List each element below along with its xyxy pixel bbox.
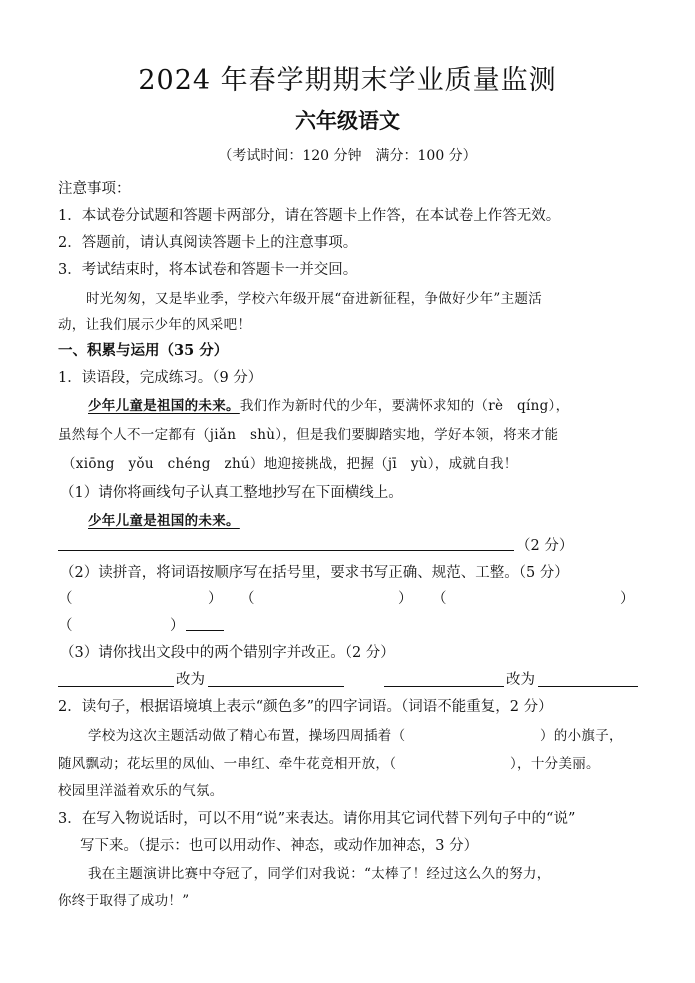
intro-line-1: 时光匆匆，又是毕业季，学校六年级开展“奋进新征程，争做好少年”主题活 bbox=[86, 291, 543, 307]
q3-prompt-line-1: 3．在写入物说话时，可以不用“说”来表达。请你用其它词代替下列句子中的“说” bbox=[58, 811, 576, 827]
q1-sub3-prompt: （3）请你找出文段中的两个错别字并改正。（2 分） bbox=[60, 645, 395, 661]
q1-sub1-score: （2 分） bbox=[516, 538, 574, 554]
q1-underlined-sentence: 少年儿童是祖国的未来。 bbox=[88, 398, 240, 414]
q1-passage-line-2: 虽然每个人不一定都有（jiǎn shù），但是我们要脚踏实地，学好本领，将来才能 bbox=[58, 427, 559, 443]
answer-paren-close-3: ） bbox=[620, 591, 635, 607]
typo-wrong-blank-2[interactable] bbox=[384, 686, 504, 687]
change-to-label-2: 改为 bbox=[506, 672, 535, 688]
exam-info: （考试时间：120 分钟 满分：100 分） bbox=[218, 148, 477, 164]
answer-paren-open-1: （ bbox=[58, 591, 73, 607]
exam-title: 2024 年春学期期末学业质量监测 bbox=[138, 65, 557, 96]
q1-sub1-model-sentence: 少年儿童是祖国的未来。 bbox=[88, 513, 240, 529]
q3-prompt-line-2: 写下来。（提示：也可以用动作、神态，或动作加神态，3 分） bbox=[80, 838, 479, 854]
q2-prompt: 2．读句子，根据语境填上表示“颜色多”的四字词语。（词语不能重复，2 分） bbox=[58, 699, 553, 715]
section-1-heading: 一、积累与运用（35 分） bbox=[58, 342, 229, 359]
intro-line-2: 动，让我们展示少年的风采吧！ bbox=[58, 317, 252, 333]
q1-sub2-prompt: （2）读拼音，将词语按顺序写在括号里，要求书写正确、规范、工整。（5 分） bbox=[60, 565, 569, 581]
answer-paren-close-1: ） bbox=[208, 591, 223, 607]
q2-line-2b: ），十分美丽。 bbox=[510, 756, 600, 772]
note-item-1: 1．本试卷分试题和答题卡两部分，请在答题卡上作答，在本试卷上作答无效。 bbox=[58, 208, 561, 224]
q1-sub1-prompt: （1）请你将画线句子认真工整地抄写在下面横线上。 bbox=[60, 485, 403, 501]
q1-passage-line-3: （xiōng yǒu chéng zhú）地迎接挑战，把握（jī yù），成就自我！ bbox=[62, 456, 518, 472]
note-item-2: 2．答题前，请认真阅读答题卡上的注意事项。 bbox=[58, 235, 358, 251]
change-to-label-1: 改为 bbox=[176, 672, 205, 688]
q2-line-3: 校园里洋溢着欢乐的气氛。 bbox=[58, 783, 224, 799]
exam-subtitle: 六年级语文 bbox=[295, 108, 400, 133]
typo-correct-blank-2[interactable] bbox=[538, 686, 638, 687]
q1-prompt: 1．读语段，完成练习。（9 分） bbox=[58, 370, 263, 386]
answer-paren-close-4: ） bbox=[170, 618, 185, 634]
q1-sub1-answer-line[interactable] bbox=[58, 550, 514, 551]
typo-correct-blank-1[interactable] bbox=[208, 686, 344, 687]
typo-wrong-blank-1[interactable] bbox=[58, 686, 174, 687]
q3-passage-line-1: 我在主题演讲比赛中夺冠了，同学们对我说：“太棒了！经过这么久的努力， bbox=[88, 866, 551, 882]
q1-passage-line-1 bbox=[88, 394, 569, 414]
answer-paren-close-2: ） bbox=[398, 591, 413, 607]
note-item-3: 3．考试结束时，将本试卷和答题卡一并交回。 bbox=[58, 262, 358, 278]
q2-line-1a: 学校为这次主题活动做了精心布置，操场四周插着（ bbox=[88, 728, 406, 744]
q2-line-2a: 随风飘动；花坛里的凤仙、一串红、牵牛花竞相开放，（ bbox=[58, 756, 397, 772]
q2-line-1b: ）的小旗子， bbox=[540, 728, 623, 744]
q3-passage-line-2: 你终于取得了成功！” bbox=[58, 893, 190, 909]
answer-paren-open-4: （ bbox=[58, 618, 73, 634]
q1-passage-line-1-rest: 我们作为新时代的少年，要满怀求知的（rè qíng）， bbox=[239, 398, 570, 414]
answer-paren-open-2: （ bbox=[240, 591, 255, 607]
answer-paren-open-3: （ bbox=[432, 591, 447, 607]
notes-heading: 注意事项： bbox=[58, 181, 131, 197]
answer-blank-short[interactable] bbox=[186, 630, 224, 631]
